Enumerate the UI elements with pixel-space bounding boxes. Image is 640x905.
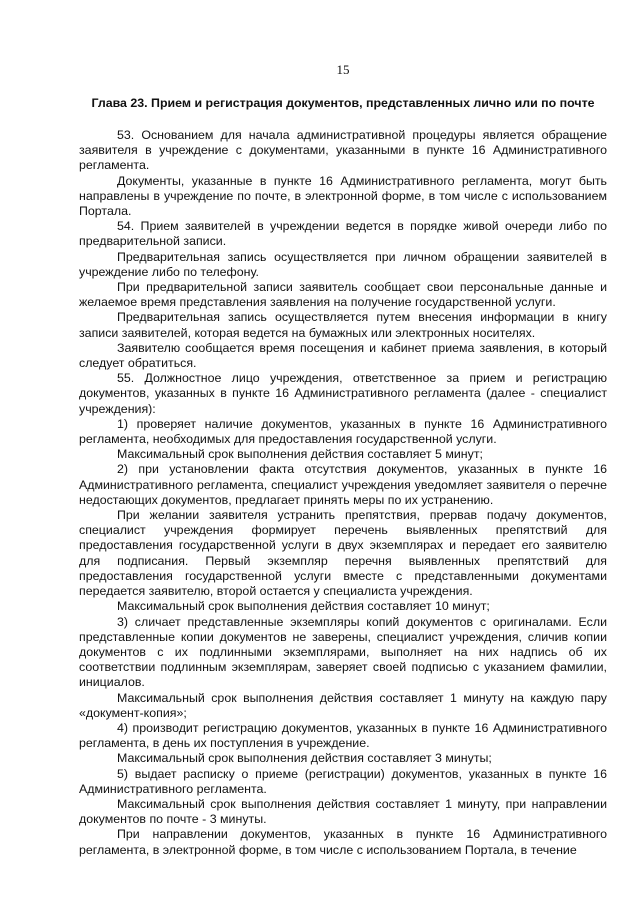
paragraph: 53. Основанием для начала административной процедуры является обращение заявителя в учреждение с документами, указанными в пункте 16 Административного регламента. (79, 128, 607, 173)
paragraph: 54. Прием заявителей в учреждении ведется в порядке живой очереди либо по предварительной записи. (79, 219, 607, 249)
paragraph: Максимальный срок выполнения действия составляет 1 минуту на каждую пару «документ-копия»; (79, 690, 607, 720)
paragraph: При предварительной записи заявитель сообщает свои персональные данные и желаемое время представления заявления на получение государственной услуги. (79, 280, 607, 310)
chapter-title: Глава 23. Прием и регистрация документов, представленных лично или по почте (91, 96, 595, 110)
paragraph: 2) при установлении факта отсутствия документов, указанных в пункте 16 Административного регламента, специалист учреждения уведомляет заявителя о перечне недостающих документов, предлагает принять меры по их устранению. (79, 462, 607, 507)
paragraph: 55. Должностное лицо учреждения, ответственное за прием и регистрацию документов, указанных в пункте 16 Административного регламента (далее - специалист учреждения): (79, 371, 607, 416)
paragraph: Максимальный срок выполнения действия составляет 3 минуты; (117, 751, 492, 766)
paragraph: Документы, указанные в пункте 16 Административного регламента, могут быть направлены в учреждение по почте, в электронной форме, в том числе с использованием Портала. (79, 173, 607, 219)
paragraph: 4) производит регистрацию документов, указанных в пункте 16 Административного регламента, в день их поступления в учреждение. (79, 720, 607, 751)
paragraph: Максимальный срок выполнения действия составляет 10 минут; (117, 599, 490, 614)
paragraph: При направлении документов, указанных в пункте 16 Административного регламента, в электронной форме, в том числе с использованием Портала, в течение (79, 827, 607, 857)
paragraph: Предварительная запись осуществляется путем внесения информации в книгу записи заявителей, которая ведется на бумажных или электронных носителях. (79, 310, 607, 340)
paragraph: Максимальный срок выполнения действия составляет 5 минут; (117, 447, 483, 462)
paragraph: Предварительная запись осуществляется при личном обращении заявителей в учреждение либо по телефону. (79, 249, 607, 279)
body-text (79, 128, 607, 858)
paragraph: 3) сличает представленные экземпляры копий документов с оригиналами. Если представленные копии документов не заверены, специалист учреждения, сличив копии документов с их подлинными экземплярами, выполняет на них надпись об их соответствии подлинным экземплярам, заверяет своей подписью с указанием фамилии, инициалов. (79, 614, 607, 690)
paragraph: Максимальный срок выполнения действия составляет 1 минуту, при направлении документов по почте - 3 минуты. (79, 796, 607, 827)
page-number: 15 (336, 62, 350, 77)
paragraph: При желании заявителя устранить препятствия, прервав подачу документов, специалист учреждения формирует перечень выявленных препятствий для предоставления государственной услуги в двух экземплярах и передает его заявителю для подписания. Первый экземпляр перечня выявленных препятствий для предоставления государственной услуги вместе с представленными документами передается заявителю, второй остается у специалиста учреждения. (79, 508, 607, 599)
paragraph: 5) выдает расписку о приеме (регистрации) документов, указанных в пункте 16 Административного регламента. (79, 766, 607, 796)
paragraph: 1) проверяет наличие документов, указанных в пункте 16 Административного регламента, необходимых для предоставления государственной услуги. (79, 416, 607, 447)
paragraph: Заявителю сообщается время посещения и кабинет приема заявления, в который следует обратиться. (79, 340, 607, 371)
